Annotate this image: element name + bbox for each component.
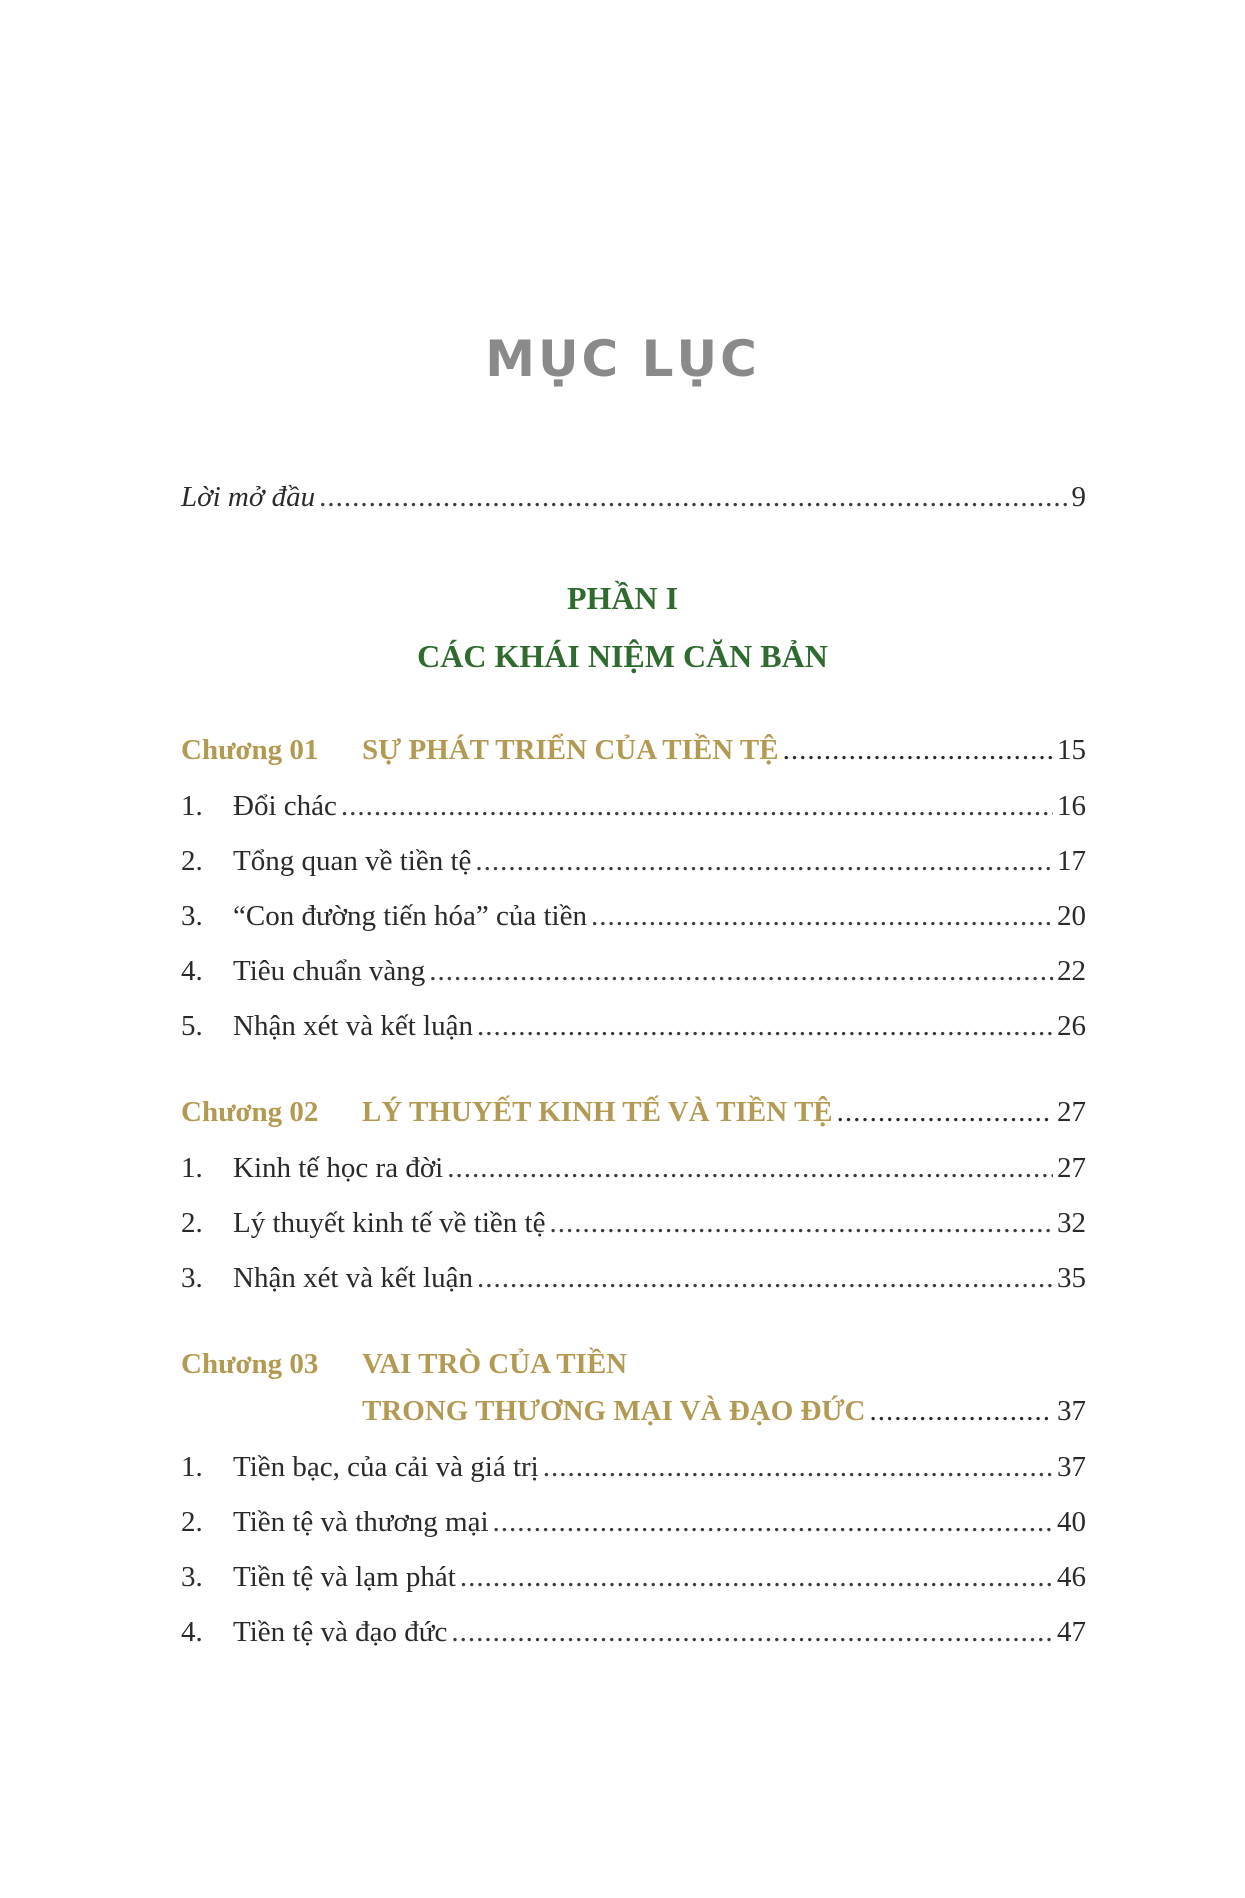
toc-entry-label: “Con đường tiến hóa” của tiền xyxy=(233,900,587,932)
dot-leader xyxy=(319,475,1067,519)
chapter-number: Chương 02 xyxy=(181,1096,319,1128)
toc-page-number: 16 xyxy=(1057,790,1086,822)
toc-entry-label: Tiền bạc, của cải và giá trị xyxy=(233,1451,539,1483)
chapter-title: SỰ PHÁT TRIỂN CỦA TIỀN TỆ xyxy=(362,734,779,766)
chapter-heading-02[interactable] xyxy=(181,1090,1086,1134)
toc-entry-number: 2. xyxy=(181,845,203,877)
toc-entry-label: Tiền tệ và thương mại xyxy=(233,1506,489,1538)
chapter-heading-01[interactable] xyxy=(181,728,1086,772)
toc-page-number: 27 xyxy=(1057,1096,1086,1128)
toc-entry-label: Tổng quan về tiền tệ xyxy=(233,845,472,877)
toc-entry-number: 2. xyxy=(181,1207,203,1239)
chapter-heading-03[interactable] xyxy=(181,1342,627,1386)
chapter-number: Chương 01 xyxy=(181,734,319,766)
toc-page-number: 32 xyxy=(1057,1207,1086,1239)
toc-page-number: 15 xyxy=(1057,734,1086,766)
toc-entry-number: 3. xyxy=(181,900,203,932)
part-heading: PHẦN I xyxy=(566,580,679,616)
toc-entry[interactable] xyxy=(181,839,1086,883)
toc-entry-number: 4. xyxy=(181,1616,203,1648)
dot-leader xyxy=(549,1201,1053,1245)
toc-entry-number: 1. xyxy=(181,1152,203,1184)
toc-entry-label: Nhận xét và kết luận xyxy=(233,1010,473,1042)
dot-leader xyxy=(475,839,1053,883)
dot-leader xyxy=(447,1146,1053,1190)
toc-entry-label: Tiền tệ và lạm phát xyxy=(233,1561,456,1593)
toc-entry-label: Tiêu chuẩn vàng xyxy=(233,955,426,987)
toc-page-number: 47 xyxy=(1057,1616,1086,1648)
toc-entry[interactable] xyxy=(181,1201,1086,1245)
toc-page-number: 27 xyxy=(1057,1152,1086,1184)
dot-leader xyxy=(429,949,1053,993)
chapter-number: Chương 03 xyxy=(181,1348,319,1380)
toc-page-number: 37 xyxy=(1057,1395,1086,1427)
dot-leader xyxy=(591,894,1053,938)
toc-page-number: 37 xyxy=(1057,1451,1086,1483)
dot-leader xyxy=(460,1555,1053,1599)
toc-entry-label: Tiền tệ và đạo đức xyxy=(233,1616,448,1648)
toc-entry[interactable] xyxy=(181,784,1086,828)
toc-entry-number: 2. xyxy=(181,1506,203,1538)
toc-entry-number: 1. xyxy=(181,1451,203,1483)
toc-entry[interactable] xyxy=(181,1146,1086,1190)
toc-page-number: 35 xyxy=(1057,1262,1086,1294)
toc-entry-label: Đổi chác xyxy=(233,790,337,822)
dot-leader xyxy=(451,1610,1053,1654)
toc-page-number: 20 xyxy=(1057,900,1086,932)
toc-entry[interactable] xyxy=(181,949,1086,993)
dot-leader xyxy=(477,1256,1053,1300)
toc-entry[interactable] xyxy=(181,1610,1086,1654)
toc-page-number: 40 xyxy=(1057,1506,1086,1538)
toc-page-number: 17 xyxy=(1057,845,1086,877)
toc-entry[interactable] xyxy=(181,1555,1086,1599)
toc-entry-label: Lời mở đầu xyxy=(181,481,316,513)
dot-leader xyxy=(493,1500,1053,1544)
dot-leader xyxy=(543,1445,1053,1489)
toc-entry-label: Kinh tế học ra đời xyxy=(233,1152,444,1184)
dot-leader xyxy=(837,1090,1053,1134)
chapter-title: LÝ THUYẾT KINH TẾ VÀ TIỀN TỆ xyxy=(362,1096,833,1128)
chapter-title: TRONG THƯƠNG MẠI VÀ ĐẠO ĐỨC xyxy=(362,1395,866,1427)
toc-entry-number: 5. xyxy=(181,1010,203,1042)
toc-entry-number: 1. xyxy=(181,790,203,822)
toc-entry[interactable] xyxy=(181,1256,1086,1300)
toc-entry[interactable] xyxy=(181,1500,1086,1544)
toc-page-number: 46 xyxy=(1057,1561,1086,1593)
chapter-title: VAI TRÒ CỦA TIỀN xyxy=(362,1348,628,1380)
toc-page-number: 26 xyxy=(1057,1010,1086,1042)
toc-page-number: 9 xyxy=(1071,481,1086,513)
toc-entry[interactable] xyxy=(181,1004,1086,1048)
toc-page-number: 22 xyxy=(1057,955,1086,987)
dot-leader xyxy=(341,784,1053,828)
toc-entry[interactable] xyxy=(181,1445,1086,1489)
toc-entry-label: Nhận xét và kết luận xyxy=(233,1262,473,1294)
toc-entry-number: 4. xyxy=(181,955,203,987)
toc-entry-intro[interactable] xyxy=(181,475,1086,519)
toc-entry-number: 3. xyxy=(181,1262,203,1294)
dot-leader xyxy=(869,1389,1053,1433)
toc-entry-number: 3. xyxy=(181,1561,203,1593)
dot-leader xyxy=(477,1004,1053,1048)
toc-entry-label: Lý thuyết kinh tế về tiền tệ xyxy=(233,1207,546,1239)
toc-entry[interactable] xyxy=(181,894,1086,938)
chapter-heading-03-continued[interactable] xyxy=(362,1389,1086,1433)
part-subtitle: CÁC KHÁI NIỆM CĂN BẢN xyxy=(417,638,828,674)
page-title: MỤC LỤC xyxy=(485,330,760,388)
dot-leader xyxy=(783,728,1053,772)
